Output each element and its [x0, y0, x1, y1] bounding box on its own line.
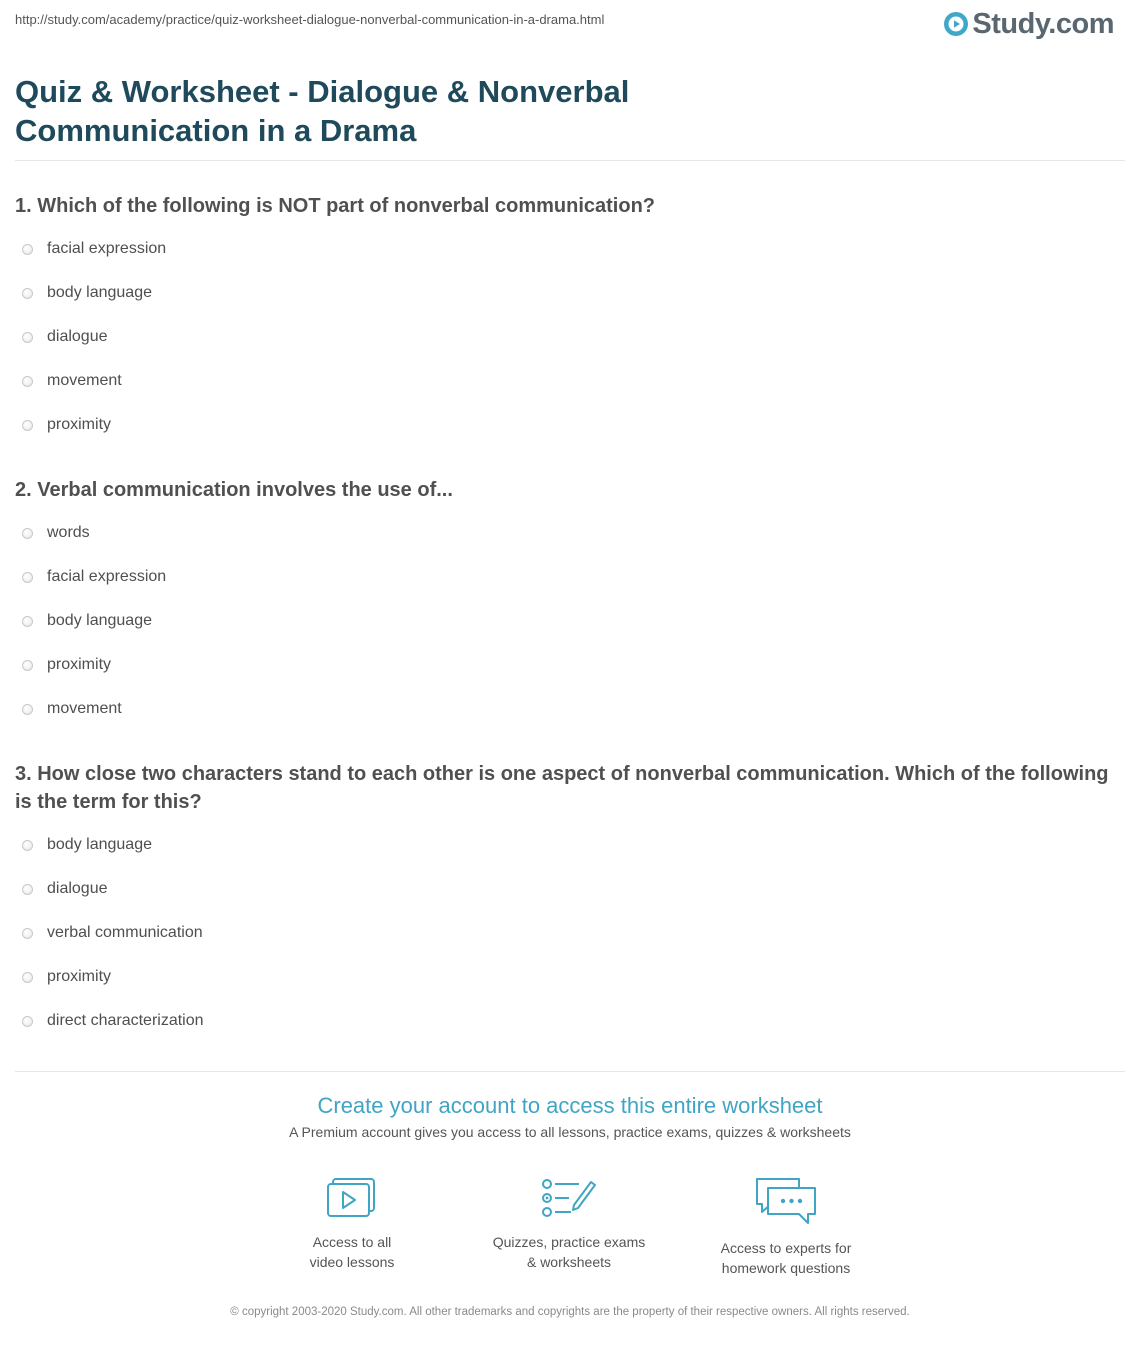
radio-icon[interactable] — [22, 884, 33, 895]
question-3: 3. How close two characters stand to each other is one aspect of nonverbal communication. Which of the following is the term for this? — [15, 763, 1109, 813]
feature-label-line: video lessons — [309, 1254, 395, 1270]
chat-bubbles-icon — [754, 1176, 818, 1226]
divider — [15, 160, 1125, 161]
answer-option[interactable] — [22, 698, 122, 720]
play-circle-icon — [943, 11, 969, 37]
premium-description: A Premium account gives you access to all lessons, practice exams, quizzes & worksheets — [289, 1124, 851, 1140]
answer-option[interactable] — [22, 414, 111, 436]
answer-option[interactable] — [22, 834, 152, 856]
radio-icon[interactable] — [22, 704, 33, 715]
radio-icon[interactable] — [22, 840, 33, 851]
answer-label: dialogue — [47, 328, 108, 345]
radio-icon[interactable] — [22, 288, 33, 299]
answer-option[interactable] — [22, 566, 166, 588]
feature-video-lessons — [252, 1176, 452, 1272]
answer-label: facial expression — [47, 568, 167, 585]
radio-icon[interactable] — [22, 1016, 33, 1027]
feature-label-line: Access to all — [312, 1234, 392, 1250]
logo-text: Study.com — [972, 8, 1114, 40]
feature-experts — [686, 1176, 886, 1278]
answer-option[interactable] — [22, 610, 152, 632]
radio-icon[interactable] — [22, 244, 33, 255]
answer-label: body language — [47, 612, 152, 629]
answer-label: proximity — [47, 416, 112, 433]
page-url: http://study.com/academy/practice/quiz-worksheet-dialogue-nonverbal-communication-in-a-drama.html — [15, 12, 605, 27]
answer-option[interactable] — [22, 326, 108, 348]
radio-icon[interactable] — [22, 376, 33, 387]
feature-label — [686, 1238, 886, 1278]
answer-option[interactable] — [22, 1010, 204, 1032]
answer-label: dialogue — [47, 880, 108, 897]
answer-option[interactable] — [22, 238, 166, 260]
study-logo[interactable] — [943, 6, 1114, 42]
question-2: 2. Verbal communication involves the use of... — [15, 479, 453, 501]
answer-option[interactable] — [22, 370, 122, 392]
create-account-link[interactable]: Create your account to access this entire worksheet — [317, 1093, 823, 1118]
radio-icon[interactable] — [22, 572, 33, 583]
feature-label — [252, 1232, 452, 1272]
video-lessons-icon — [326, 1176, 378, 1220]
answer-option[interactable] — [22, 878, 108, 900]
answer-label: movement — [47, 372, 122, 389]
answer-option[interactable] — [22, 522, 90, 544]
feature-label-line: Access to experts for — [720, 1240, 852, 1256]
radio-icon[interactable] — [22, 616, 33, 627]
answer-label: facial expression — [47, 240, 167, 257]
feature-label-line: Quizzes, practice exams — [492, 1234, 646, 1250]
question-1: 1. Which of the following is NOT part of nonverbal communication? — [15, 195, 656, 217]
answer-option[interactable] — [22, 922, 203, 944]
answer-label: movement — [47, 700, 122, 717]
feature-label-line: homework questions — [721, 1260, 851, 1276]
answer-label: body language — [47, 836, 152, 853]
answer-option[interactable] — [22, 282, 152, 304]
answer-label: direct characterization — [47, 1012, 204, 1029]
answer-option[interactable] — [22, 966, 111, 988]
radio-icon[interactable] — [22, 528, 33, 539]
radio-icon[interactable] — [22, 332, 33, 343]
copyright-notice: © copyright 2003-2020 Study.com. All other trademarks and copyrights are the property of their respective owners. All rights reserved. — [230, 1306, 910, 1318]
answer-option[interactable] — [22, 654, 111, 676]
answer-label: proximity — [47, 968, 112, 985]
answer-label: words — [47, 524, 90, 541]
feature-label-line: & worksheets — [526, 1254, 612, 1270]
answer-label: verbal communication — [47, 924, 203, 941]
divider — [15, 1071, 1125, 1072]
quiz-checklist-icon — [541, 1176, 597, 1220]
page-title: Quiz & Worksheet - Dialogue & Nonverbal Communication in a Drama — [15, 74, 630, 148]
radio-icon[interactable] — [22, 420, 33, 431]
answer-label: body language — [47, 284, 152, 301]
radio-icon[interactable] — [22, 928, 33, 939]
feature-label — [469, 1232, 669, 1272]
radio-icon[interactable] — [22, 660, 33, 671]
radio-icon[interactable] — [22, 972, 33, 983]
feature-quizzes — [469, 1176, 669, 1272]
answer-label: proximity — [47, 656, 112, 673]
